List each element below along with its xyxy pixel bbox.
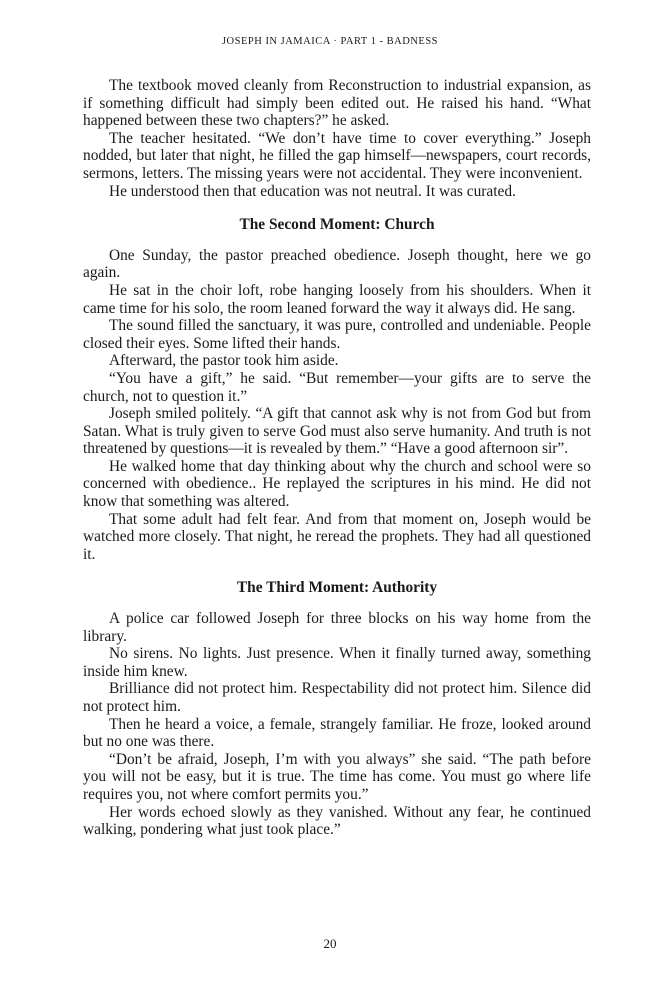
- paragraph: He sat in the choir loft, robe hanging loosely from his shoulders. When it came time for his solo, the room leaned forward the way it always did. He sang.: [83, 281, 591, 317]
- page-number: 20: [323, 936, 337, 951]
- paragraph: No sirens. No lights. Just presence. When it finally turned away, something inside him knew.: [83, 645, 591, 680]
- paragraph: Then he heard a voice, a female, strangely familiar. He froze, looked around but no one was there.: [83, 715, 591, 751]
- paragraph: Afterward, the pastor took him aside.: [109, 352, 339, 370]
- paragraph: He walked home that day thinking about why the church and school were so concerned with obedience.. He replayed the scriptures in his mind. He did not know that something was altered.: [83, 457, 591, 511]
- paragraph: Brilliance did not protect him. Respectability did not protect him. Silence did not protect him.: [83, 680, 591, 715]
- paragraph: “You have a gift,” he said. “But remember—your gifts are to serve the church, not to question it.”: [83, 369, 591, 405]
- paragraph: The sound filled the sanctuary, it was pure, controlled and undeniable. People closed their eyes. Some lifted their hands.: [83, 317, 591, 352]
- section-heading-authority: The Third Moment: Authority: [236, 579, 438, 597]
- paragraph: “Don’t be afraid, Joseph, I’m with you always” she said. “The path before you will not be easy, but it is true. The time has come. You must go where life requires you, not where comfort permits you.”: [83, 750, 591, 803]
- paragraph: The textbook moved cleanly from Reconstruction to industrial expansion, as if something difficult had simply been edited out. He raised his hand. “What happened between these two chapters?” he asked.: [83, 77, 591, 130]
- paragraph: Her words echoed slowly as they vanished. Without any fear, he continued walking, pondering what just took place.”: [83, 803, 591, 839]
- section-heading-church: The Second Moment: Church: [239, 216, 435, 234]
- paragraph: That some adult had felt fear. And from that moment on, Joseph would be watched more closely. That night, he reread the prophets. They had all questioned it.: [83, 510, 591, 563]
- paragraph: The teacher hesitated. “We don’t have time to cover everything.” Joseph nodded, but later that night, he filled the gap himself—newspapers, court records, sermons, letters. The missing years were not accidental. They were inconvenient.: [83, 129, 591, 182]
- body-text: [83, 77, 591, 839]
- paragraph: Joseph smiled politely. “A gift that cannot ask why is not from God but from Satan. What is truly given to serve God must also serve humanity. And truth is not threatened by questions—it is revealed by them.” “Have a good afternoon sir”.: [83, 405, 591, 458]
- paragraph: One Sunday, the pastor preached obedience. Joseph thought, here we go again.: [83, 246, 591, 282]
- running-head: JOSEPH IN JAMAICA · PART 1 - BADNESS: [221, 36, 439, 47]
- paragraph: A police car followed Joseph for three blocks on his way home from the library.: [83, 610, 591, 645]
- paragraph: He understood then that education was not neutral. It was curated.: [109, 182, 516, 200]
